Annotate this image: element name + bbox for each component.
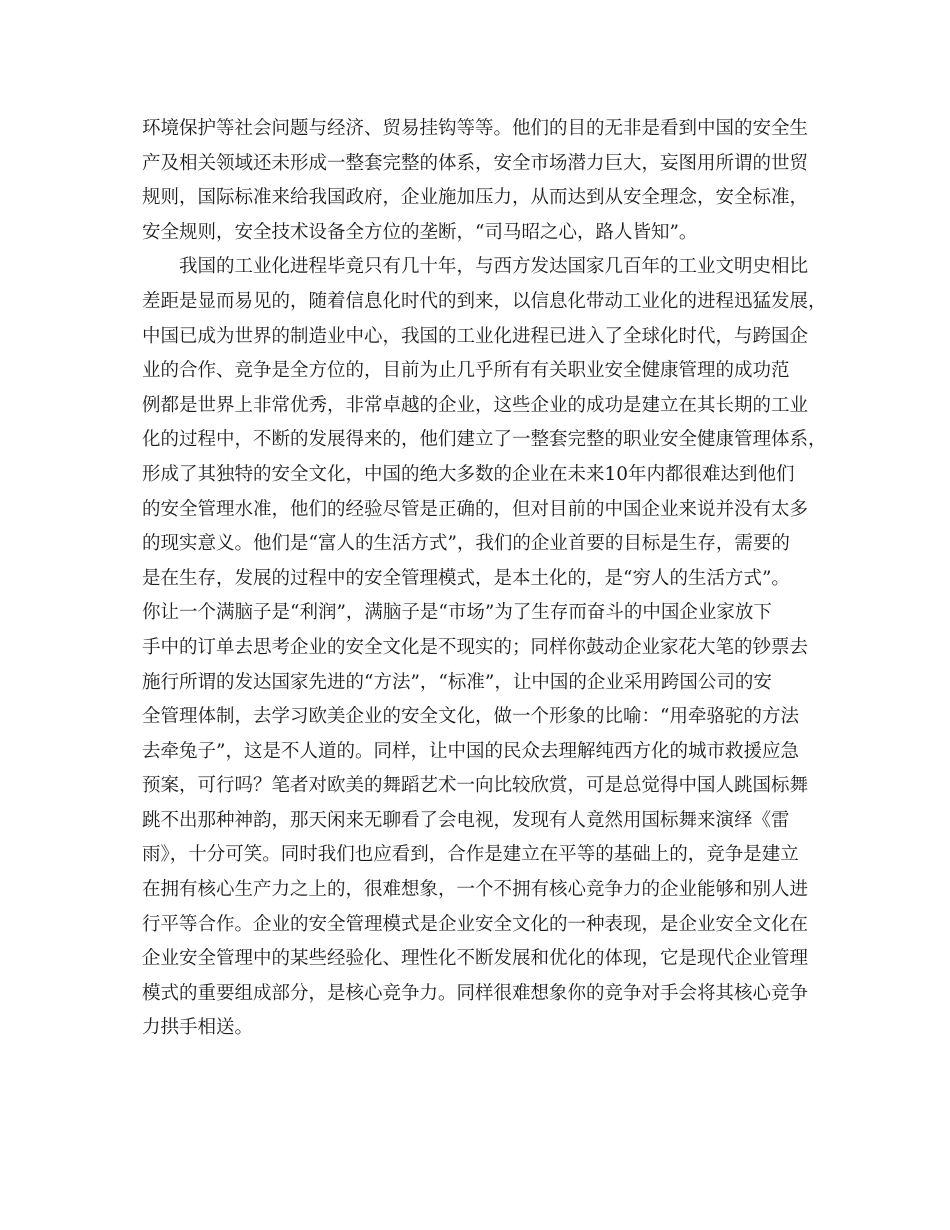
- text-line: 产及相关领域还未形成一整套完整的体系，安全市场潜力巨大，妄图用所谓的世贸: [142, 152, 809, 174]
- text-line: 模式的重要组成部分，是核心竞争力。同样很难想象你的竞争对手会将其核心竞争: [142, 982, 809, 1004]
- text-line: 雨》，十分可笑。同时我们也应看到，合作是建立在平等的基础上的，竞争是建立: [142, 844, 799, 866]
- text-line: 行平等合作。企业的安全管理模式是企业安全文化的一种表现，是企业安全文化在: [142, 913, 809, 935]
- text-line: 业的合作、竞争是全方位的，目前为止几乎所有有关职业安全健康管理的成功范: [142, 360, 790, 382]
- paragraph-1: [142, 112, 822, 250]
- text-line: 环境保护等社会问题与经济、贸易挂钩等等。他们的目的无非是看到中国的安全生: [142, 118, 809, 139]
- text-line: 在拥有核心生产力之上的，很难想象，一个不拥有核心竞争力的企业能够和别人进: [142, 879, 809, 901]
- text-line: 的现实意义。他们是“富人的生活方式”，我们的企业首要的目标是生存，需要的: [142, 533, 790, 555]
- text-line: 去牵兔子”，这是不人道的。同样，让中国的民众去理解纯西方化的城市救援应急: [142, 740, 799, 762]
- text-line: 跳不出那种神韵，那天闲来无聊看了会电视，发现有人竟然用国标舞来演绎《雷: [142, 809, 790, 831]
- text-line: 我国的工业化进程毕竟只有几十年，与西方发达国家几百年的工业文明史相比: [179, 256, 809, 278]
- text-line: 手中的订单去思考企业的安全文化是不现实的；同样你鼓动企业家花大笔的钞票去: [142, 636, 809, 658]
- text-line: 中国已成为世界的制造业中心，我国的工业化进程已进入了全球化时代，与跨国企: [142, 325, 809, 347]
- text-line: 是在生存，发展的过程中的安全管理模式，是本土化的，是“穷人的生活方式”。: [142, 567, 790, 589]
- text-line: 化的过程中，不断的发展得来的，他们建立了一整套完整的职业安全健康管理体系，: [142, 429, 827, 451]
- text-line: 全管理体制，去学习欧美企业的安全文化，做一个形象的比喻：“用牵骆驼的方法: [142, 706, 799, 728]
- paragraph-2: [142, 250, 827, 1046]
- text-line: 力拱手相送。: [142, 1017, 254, 1039]
- text-line: 的安全管理水准，他们的经验尽管是正确的，但对目前的中国企业来说并没有太多: [142, 498, 809, 520]
- text-line: 安全规则，安全技术设备全方位的垄断，“司马昭之心，路人皆知”。: [142, 221, 698, 243]
- text-line: 差距是显而易见的，随着信息化时代的到来，以信息化带动工业化的进程迅猛发展，: [142, 290, 827, 312]
- body-text: [142, 112, 827, 1046]
- text-line: 例都是世界上非常优秀，非常卓越的企业，这些企业的成功是建立在其长期的工业: [142, 394, 809, 416]
- text-line: 规则，国际标准来给我国政府，企业施加压力，从而达到从安全理念，安全标准，: [142, 187, 809, 209]
- text-line: 预案，可行吗？笔者对欧美的舞蹈艺术一向比较欣赏，可是总觉得中国人跳国标舞: [142, 775, 809, 797]
- text-line: 形成了其独特的安全文化，中国的绝大多数的企业在未来10年内都很难达到他们: [142, 463, 795, 485]
- text-line: 企业安全管理中的某些经验化、理性化不断发展和优化的体现，它是现代企业管理: [142, 948, 809, 970]
- text-line: 施行所谓的发达国家先进的“方法”，“标准”，让中国的企业采用跨国公司的安: [142, 671, 772, 693]
- text-line: 你让一个满脑子是“利润”，满脑子是“市场”为了生存而奋斗的中国企业家放下: [142, 602, 772, 624]
